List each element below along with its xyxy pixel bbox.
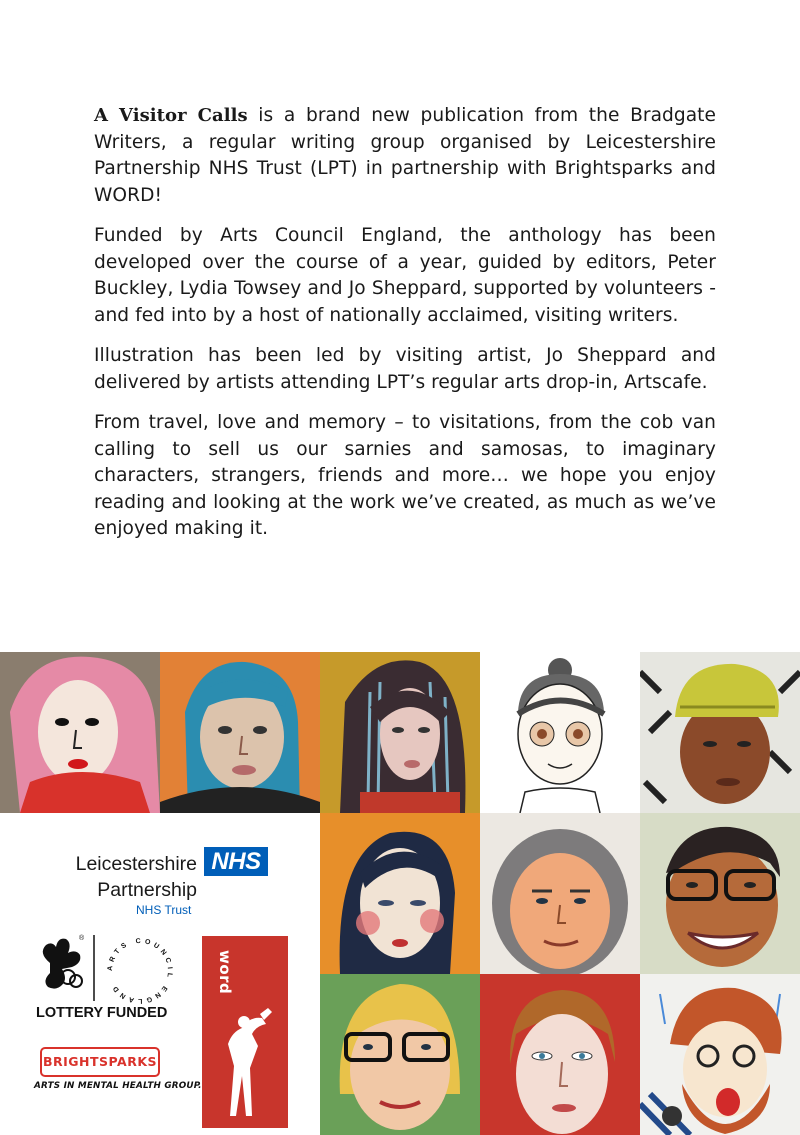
lpt-name-line1: Leicestershire bbox=[75, 853, 197, 875]
intro-paragraph-4: From travel, love and memory – to visitations, from the cob van calling to sell us our sarnies and samosas, to imaginary characters, strangers, friends and more… we hope you enjoy reading and looking at the work we’ve created, as much as we’ve enjoyed making it. bbox=[94, 412, 716, 539]
intro-paragraph-1-text: is a brand new publication from the Bradgate Writers, a regular writing group organised by Leicestershire Partnership NHS Trust (LPT) in partnership with Brightsparks and WORD! bbox=[94, 105, 717, 206]
word-figure-icon bbox=[220, 1006, 276, 1124]
brightsparks-logo: BRIGHTSPARKS bbox=[40, 1047, 160, 1077]
portrait-green-hat bbox=[640, 652, 800, 813]
lottery-hand-icon bbox=[43, 934, 85, 989]
intro-text bbox=[94, 103, 716, 557]
portrait-bun-drawing bbox=[480, 652, 640, 813]
svg-text:®: ® bbox=[79, 935, 85, 942]
portrait-blonde-glasses bbox=[320, 974, 480, 1135]
nhs-logo: NHS bbox=[204, 847, 268, 876]
nhs-trust-label: NHS Trust bbox=[136, 903, 192, 917]
intro-paragraph-1 bbox=[94, 103, 716, 209]
intro-paragraph-2: Funded by Arts Council England, the anthology has been developed over the course of a year, guided by editors, Peter Buckley, Lydia Towsey and Jo Sheppard, supported by volunteers - and fed into by a host of nationally acclaimed, visiting writers. bbox=[94, 225, 716, 326]
lottery-arts-council-logo bbox=[32, 933, 192, 1007]
portrait-bearded-man bbox=[640, 974, 800, 1135]
portrait-pink-hair bbox=[0, 652, 160, 813]
word-logo-text: word bbox=[216, 950, 234, 995]
lpt-name-line2: Partnership bbox=[97, 879, 197, 901]
portrait-grey-hood bbox=[480, 813, 640, 974]
arts-council-ring-icon bbox=[107, 938, 173, 1004]
sponsor-logos bbox=[0, 813, 320, 1135]
publication-title: A Visitor Calls bbox=[94, 105, 248, 126]
arts-council-text: ARTS COUNCIL ENGLAND bbox=[106, 937, 173, 1005]
portrait-blue-hair bbox=[160, 652, 320, 813]
portrait-dark-hair bbox=[320, 652, 480, 813]
portrait-long-black-hair bbox=[320, 813, 480, 974]
intro-paragraph-3: Illustration has been led by visiting artist, Jo Sheppard and delivered by artists attending LPT’s regular arts drop-in, Artscafe. bbox=[94, 345, 716, 393]
portrait-glasses-man bbox=[640, 813, 800, 974]
lpt-logo-text bbox=[76, 851, 197, 903]
portrait-red-background bbox=[480, 974, 640, 1135]
word-logo bbox=[202, 936, 288, 1128]
lottery-funded-label: LOTTERY FUNDED bbox=[36, 1005, 168, 1021]
brightsparks-tagline: ARTS IN MENTAL HEALTH GROUP. bbox=[34, 1081, 202, 1091]
svg-text:ARTS COUNCIL ENGLAND bbox=[107, 938, 173, 1004]
